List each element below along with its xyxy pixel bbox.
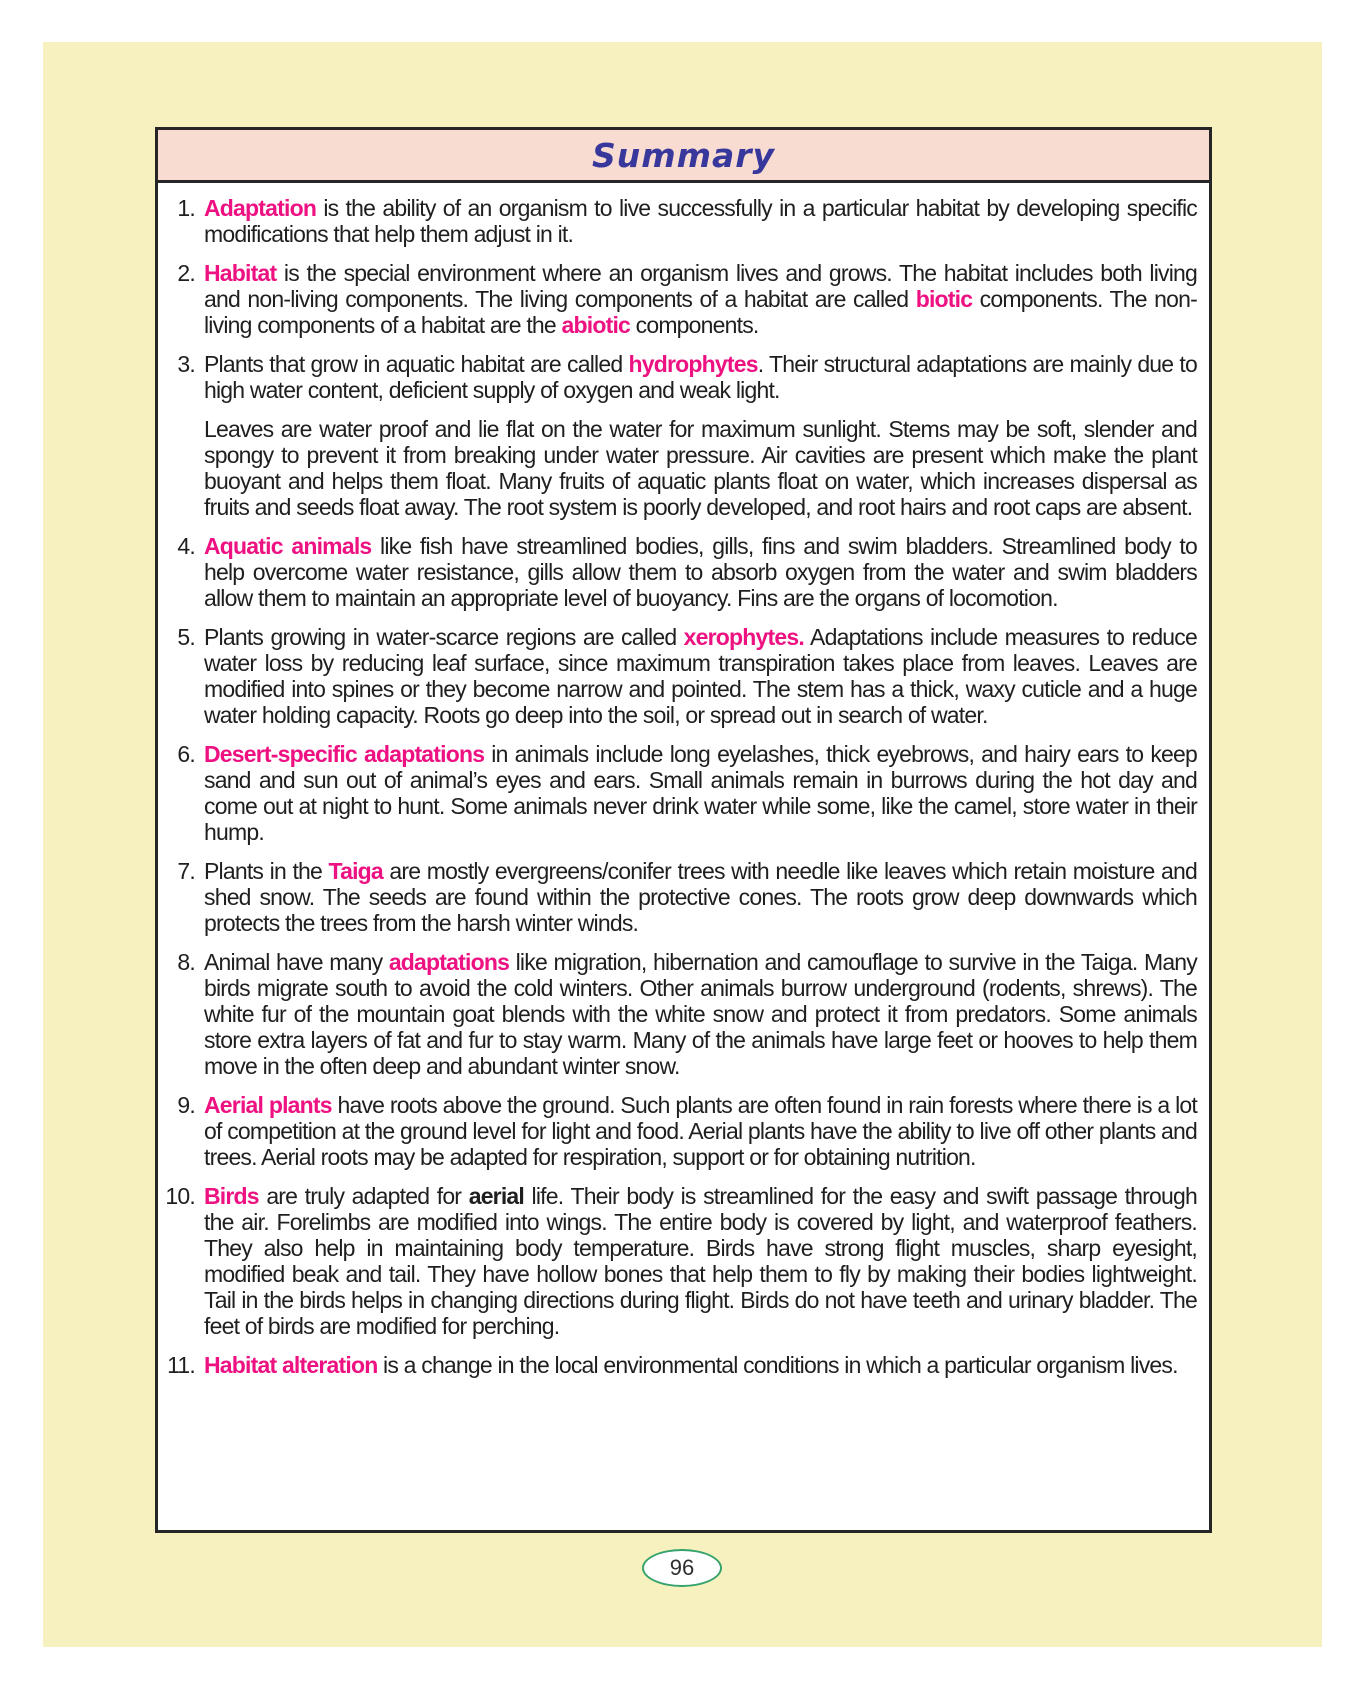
list-item bbox=[162, 416, 1197, 520]
text-run: life. Their body is streamlined for the easy and swift passage through the air. Forelimbs are modified into wings. The entire body is covered by light, and waterproof feathers. They also help in maintaining body temperature. Birds have strong flight muscles, sharp eyesight, modified beak and tail. They have hollow bones that help them to fly by making their bodies lightweight. Tail in the birds helps in changing directions during flight. Birds do not have teeth and urinary bladder. The feet of birds are modified for perching. bbox=[204, 1183, 1197, 1339]
keyword: Habitat alteration bbox=[204, 1352, 378, 1378]
item-number bbox=[162, 416, 204, 520]
text-run: components. bbox=[630, 312, 759, 338]
item-text bbox=[204, 351, 1197, 403]
text-run: are mostly evergreens/conifer trees with needle like leaves which retain moisture and shed snow. The seeds are found within the protective cones. The roots grow deep downwards which protects the trees from the harsh winter winds. bbox=[204, 858, 1197, 936]
item-text bbox=[204, 533, 1197, 611]
list-item bbox=[162, 624, 1197, 728]
text-run: have roots above the ground. Such plants are often found in rain forests where there is a lot of competition at the ground level for light and food. Aerial plants have the ability to live off other plants and trees. Aerial roots may be adapted for respiration, support or for obtaining nutrition. bbox=[204, 1092, 1197, 1170]
summary-box bbox=[155, 127, 1212, 1533]
list-item bbox=[162, 1352, 1197, 1378]
list-item bbox=[162, 351, 1197, 403]
item-number: 2. bbox=[177, 260, 195, 286]
text-run: in animals include long eyelashes, thick eyebrows, and hairy ears to keep sand and sun out of animal’s eyes and ears. Small animals remain in burrows during the hot day and come out at night to hunt. Some animals never drink water while some, like the camel, store water in their hump. bbox=[204, 741, 1197, 845]
text-run: Plants that grow in aquatic habitat are called bbox=[204, 351, 629, 377]
item-text bbox=[204, 416, 1197, 520]
keyword: Birds bbox=[204, 1183, 259, 1209]
list-item bbox=[162, 1092, 1197, 1170]
text-run: is the special environment where an organism lives and grows. The habitat includes both living and non-living components. The living components of a habitat are called bbox=[204, 260, 1197, 312]
text-run: Plants in the bbox=[204, 858, 329, 884]
text-run: Leaves are water proof and lie flat on the water for maximum sunlight. Stems may be soft, slender and spongy to prevent it from breaking under water pressure. Air cavities are present which make the plant buoyant and helps them float. Many fruits of aquatic plants float on water, which increases dispersal as fruits and seeds float away. The root system is poorly developed, and root hairs and root caps are absent. bbox=[204, 416, 1197, 520]
text-run: like migration, hibernation and camouflage to survive in the Taiga. Many birds migrate south to avoid the cold winters. Other animals burrow underground (rodents, shrews). The white fur of the mountain goat blends with the white snow and protect it from predators. Some animals store extra layers of fat and fur to stay warm. Many of the animals have large feet or hooves to help them move in the often deep and abundant winter snow. bbox=[204, 949, 1197, 1079]
keyword: biotic bbox=[915, 286, 973, 312]
text-run: is a change in the local environmental conditions in which a particular organism lives. bbox=[377, 1352, 1178, 1378]
item-number: 3. bbox=[177, 351, 195, 377]
list-item bbox=[162, 1183, 1197, 1339]
item-text bbox=[204, 858, 1197, 936]
keyword: Aquatic animals bbox=[204, 533, 372, 559]
item-text bbox=[204, 260, 1197, 338]
page-number: 96 bbox=[669, 1555, 695, 1580]
keyword: xerophytes. bbox=[683, 624, 804, 650]
keyword: adaptations bbox=[388, 949, 510, 975]
list-item bbox=[162, 260, 1197, 338]
summary-title: Summary bbox=[591, 135, 776, 175]
item-text bbox=[204, 741, 1197, 845]
item-number: 6. bbox=[177, 741, 195, 767]
text-run: components. The non-living components of a habitat are the bbox=[204, 286, 1197, 338]
bold-term: aerial bbox=[468, 1183, 525, 1209]
text-run: are truly adapted for bbox=[258, 1183, 469, 1209]
keyword: Adaptation bbox=[204, 195, 317, 221]
item-number: 9. bbox=[177, 1092, 195, 1118]
item-text bbox=[204, 1352, 1197, 1378]
item-number: 10. bbox=[165, 1183, 195, 1209]
item-text bbox=[204, 195, 1197, 247]
text-run: Adaptations include measures to reduce water loss by reducing leaf surface, since maximum transpiration takes place from leaves. Leaves are modified into spines or they become narrow and pointed. The stem has a thick, waxy cuticle and a huge water holding capacity. Roots go deep into the soil, or spread out in search of water. bbox=[204, 624, 1197, 728]
keyword: Aerial plants bbox=[204, 1092, 332, 1118]
keyword: abiotic bbox=[561, 312, 631, 338]
item-number: 4. bbox=[177, 533, 195, 559]
item-text bbox=[204, 1092, 1197, 1170]
list-item bbox=[162, 949, 1197, 1079]
keyword: Desert-specific adaptations bbox=[204, 741, 485, 767]
page-number-badge bbox=[642, 1549, 722, 1587]
list-item bbox=[162, 858, 1197, 936]
text-run: is the ability of an organism to live successfully in a particular habitat by developing specific modifications that help them adjust in it. bbox=[204, 195, 1197, 247]
keyword: Habitat bbox=[204, 260, 277, 286]
text-run: Plants growing in water-scarce regions are called bbox=[204, 624, 684, 650]
list-item bbox=[162, 195, 1197, 247]
text-run: . Their structural adaptations are mainly due to high water content, deficient supply of oxygen and weak light. bbox=[204, 351, 1198, 403]
summary-header bbox=[158, 130, 1209, 183]
list-item bbox=[162, 533, 1197, 611]
text-run: Animal have many bbox=[204, 949, 389, 975]
item-number: 5. bbox=[177, 624, 195, 650]
item-number: 7. bbox=[177, 858, 195, 884]
keyword: Taiga bbox=[328, 858, 383, 884]
item-text bbox=[204, 624, 1197, 728]
item-number: 11. bbox=[167, 1352, 195, 1378]
item-text bbox=[204, 1183, 1197, 1339]
item-number: 1. bbox=[177, 195, 195, 221]
item-number: 8. bbox=[177, 949, 195, 975]
summary-items bbox=[158, 183, 1209, 1530]
text-run: like fish have streamlined bodies, gills, fins and swim bladders. Streamlined body to help overcome water resistance, gills allow them to absorb oxygen from the water and swim bladders allow them to maintain an appropriate level of buoyancy. Fins are the organs of locomotion. bbox=[204, 533, 1197, 611]
list-item bbox=[162, 741, 1197, 845]
keyword: hydrophytes bbox=[628, 351, 758, 377]
item-text bbox=[204, 949, 1197, 1079]
